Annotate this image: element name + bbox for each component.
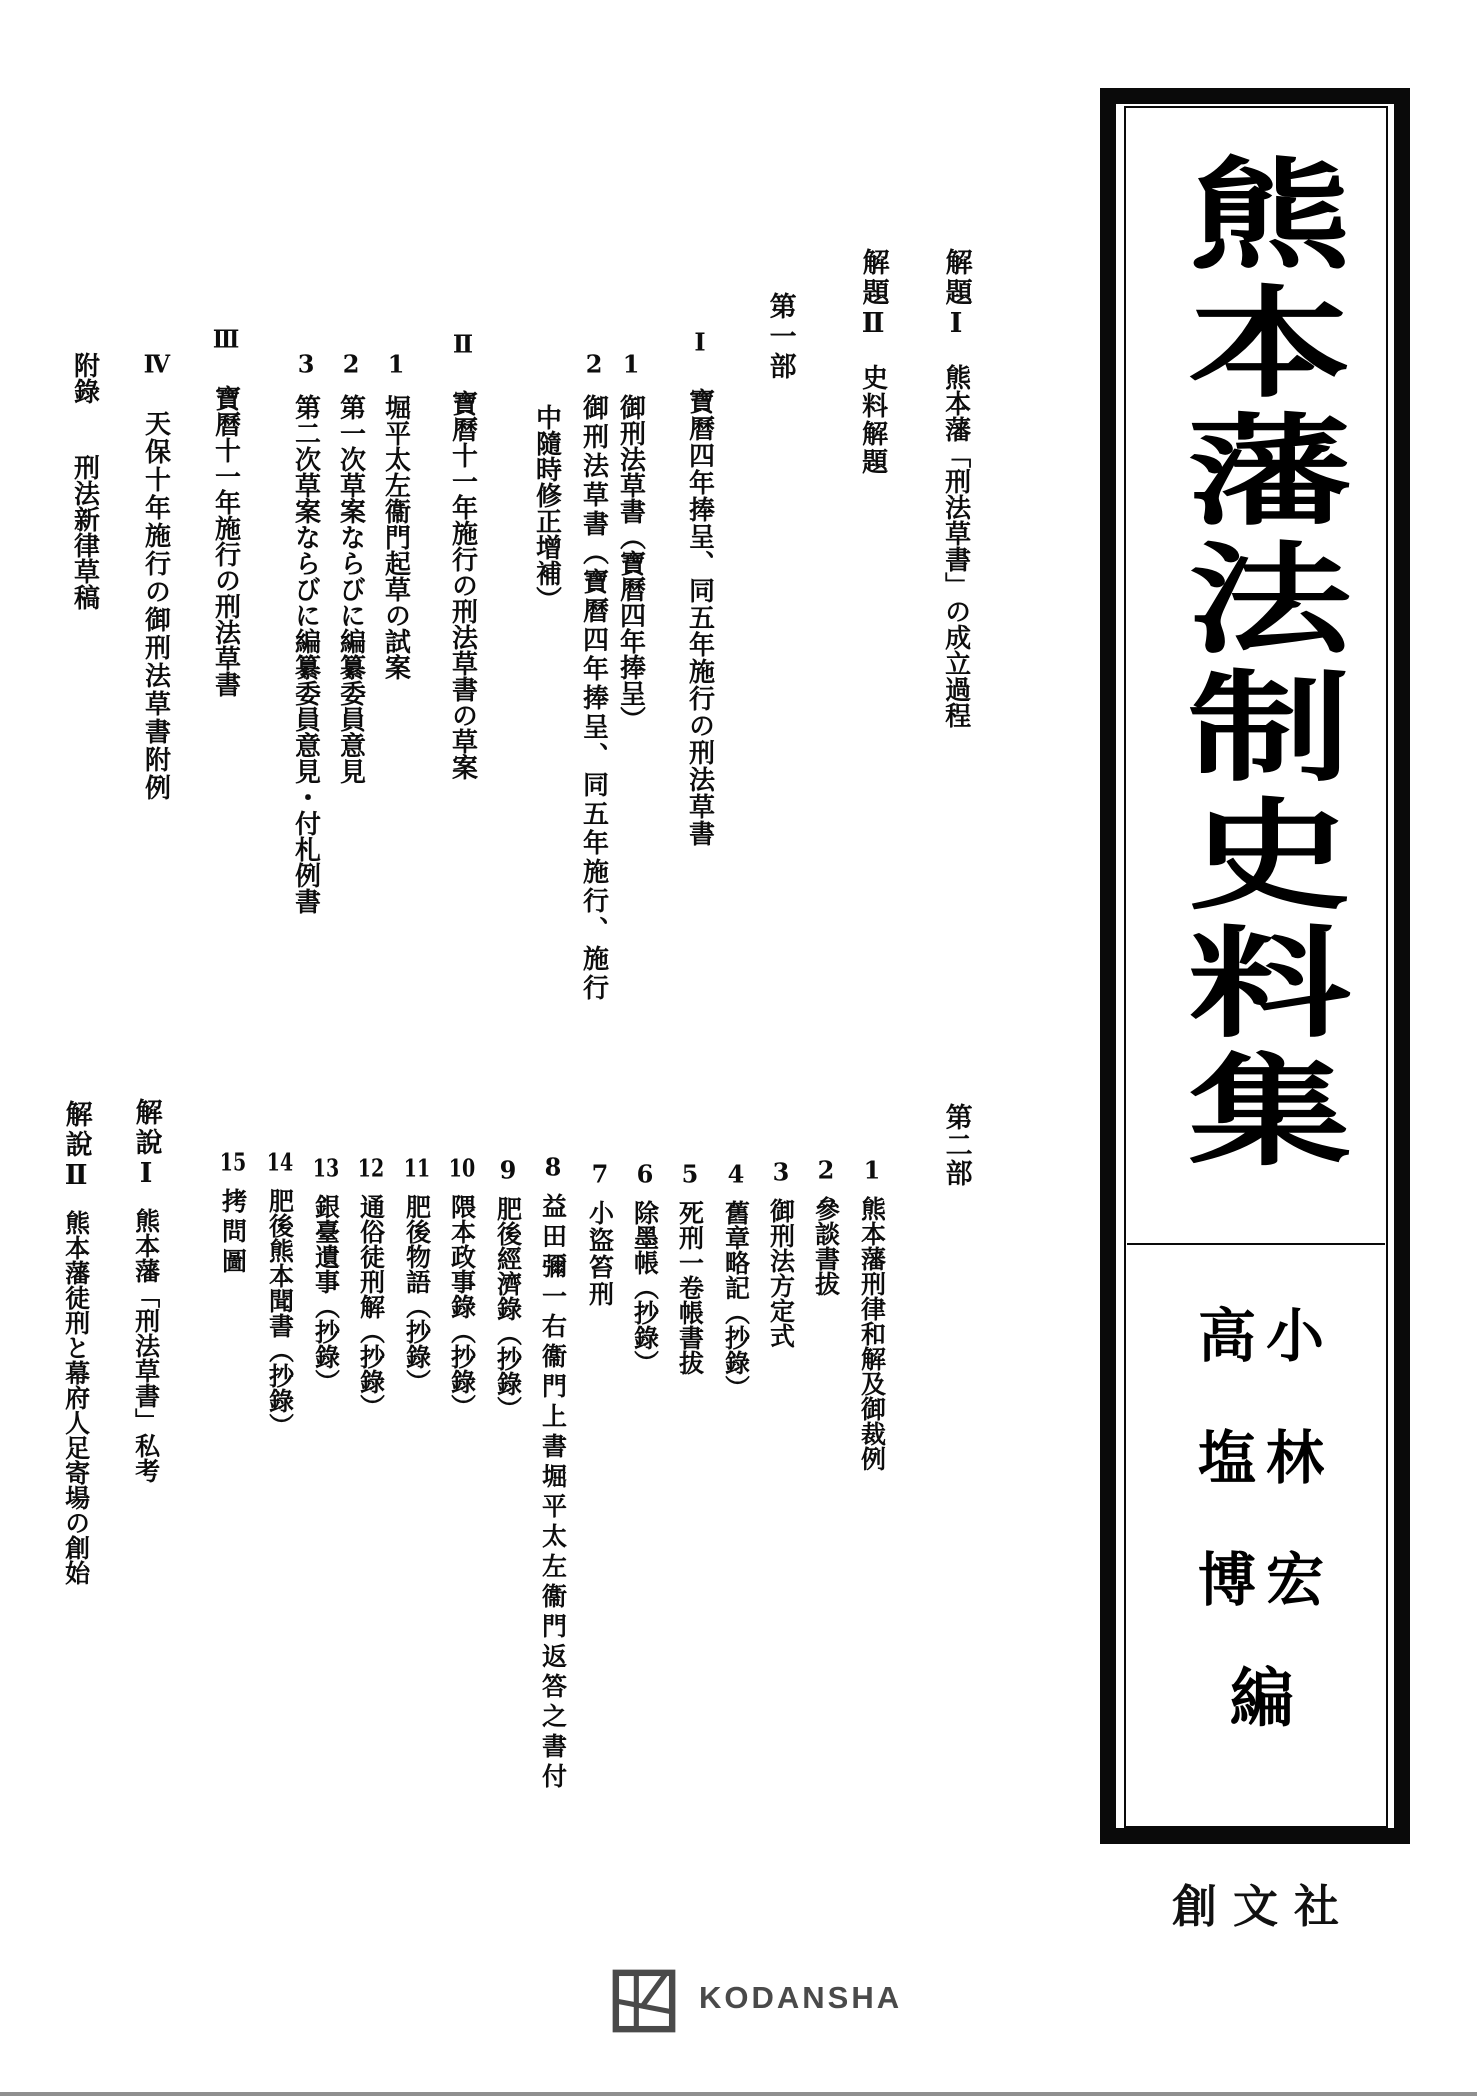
spacer [507,1182,508,1196]
toc-item-text: 隈本政事錄（抄錄） [447,1194,477,1419]
toc-item-number: 10 [448,1156,476,1180]
spacer [84,404,85,454]
toc-item-number: 4 [727,1162,745,1186]
book-title-text: 熊本藩法制史料集 [1160,152,1353,1176]
toc-item-continuation [532,404,560,612]
toc-item-number: 7 [591,1162,609,1186]
spacer [279,1174,280,1188]
toc-item-number: 1 [622,352,640,376]
toc-item-text: 舊章略記（抄錄） [721,1200,751,1400]
toc-item [219,1150,246,1278]
toc-item-text: 死刑一卷帳書拔 [675,1200,705,1375]
spacer [630,376,631,394]
spacer [395,376,396,394]
editor-name-left-text: 高塩博 [1188,1305,1256,1671]
toc-item-text: 御刑法草書（寶曆四年捧呈、同五年施行、施行 [578,394,609,1003]
toc-item [858,1158,885,1471]
toc-item-number: 3 [297,352,315,376]
toc-item [631,1162,658,1375]
toc-item [336,352,364,784]
toc-item [266,1150,293,1438]
editor-role-text: 編 [1218,1664,1294,1728]
toc-item-number: 3 [772,1160,790,1184]
spacer [871,1182,872,1196]
toc-kaidai-2-label: 解題Ⅱ [857,248,889,342]
toc-item [579,352,607,1003]
toc-item-number: 15 [219,1150,247,1174]
spacer [462,356,463,390]
toc-item [403,1156,430,1394]
toc-item [539,1155,566,1793]
toc-item [616,352,644,732]
toc-item-number: 1 [863,1158,881,1182]
toc-item-text: 益田彌一右衞門上書堀平太左衞門返答之書付 [538,1193,568,1793]
toc-item-text: 刑法新律草稿 [69,454,100,610]
toc-item [357,1156,384,1419]
kodansha-logo-text-value: KODANSHA [699,1980,903,2015]
toc-item [211,327,239,697]
toc-item-number: 11 [403,1156,431,1180]
toc-kaidai-1-text: 熊本藩「刑法草書」の成立過程 [940,364,971,728]
toc-item-text: 拷問圖 [218,1188,248,1278]
spacer [872,342,873,364]
editor-role [1218,1664,1294,1728]
toc-part2-header-text: 第二部 [940,1103,972,1187]
kodansha-logo-text [699,1980,902,2016]
toc-item-number: Ⅳ [143,352,171,376]
toc-kaisetsu-1-text: 熊本藩「刑法草書」私考 [131,1208,161,1483]
spacer [325,1180,326,1194]
toc-part1-header-text: 第一部 [764,292,796,382]
editor-name-left [1188,1305,1256,1671]
spacer [155,376,156,410]
toc-item-text: 肥後經濟錄（抄錄） [493,1196,523,1421]
toc-kaisetsu-1-label: 解說Ⅰ [130,1098,162,1192]
spacer [416,1180,417,1194]
book-title [1160,152,1353,1176]
spacer [145,1192,146,1208]
toc-part1-header [765,292,794,382]
toc-kaisetsu-2 [61,1100,90,1585]
toc-item [676,1162,703,1375]
toc-item-number: 12 [357,1156,385,1180]
toc-item [291,352,319,914]
toc-item [722,1162,749,1400]
editor-name-right-text: 小林宏 [1256,1305,1324,1671]
toc-item [812,1158,839,1296]
toc-kaidai-1 [941,248,970,728]
spacer [955,342,956,364]
kodansha-square-k-icon [612,1969,676,2033]
publisher-name-text: 創文社 [1172,1880,1356,1933]
spacer [689,1186,690,1200]
toc-item [494,1158,521,1421]
toc-item-text: 御刑法草書（寶曆四年捧呈） [615,394,646,732]
toc-item-label: 附錄 [69,352,100,404]
toc-item [381,352,409,680]
spacer [593,376,594,394]
toc-item-text: 寶曆十一年施行の刑法草書の草案 [447,390,478,780]
toc-item-number: 5 [681,1162,699,1186]
toc-item [448,1156,475,1419]
spacer [599,1186,600,1200]
toc-item [448,332,476,780]
toc-item-text: 熊本藩刑律和解及御裁例 [857,1196,887,1471]
toc-item-number: Ⅰ [694,330,706,354]
spacer [461,1180,462,1194]
spacer [644,1186,645,1200]
toc-item-text: 銀臺遺事（抄錄） [311,1194,341,1394]
toc-item-text: 第二次草案ならびに編纂委員意見・付札例書 [290,394,321,914]
spacer [75,1194,76,1210]
toc-item-number: 2 [817,1158,835,1182]
toc-item-number: Ⅲ [212,327,240,351]
spacer [825,1182,826,1196]
publisher-name [1172,1870,1355,1935]
spacer [350,376,351,394]
toc-item-number: 2 [585,352,603,376]
toc-item [767,1160,794,1348]
title-box-divider [1127,1243,1385,1245]
toc-kaidai-2-text: 史料解題 [857,364,888,476]
toc-item-number: 6 [636,1162,654,1186]
toc-item-number: 1 [387,352,405,376]
toc-item-number: 8 [544,1155,562,1179]
spacer [735,1186,736,1200]
spacer [699,354,700,388]
toc-kaidai-1-label: 解題Ⅰ [940,248,972,342]
editor-name-right [1256,1305,1324,1671]
toc-item-text: 肥後物語（抄錄） [402,1194,432,1394]
toc-item-furoku [70,352,98,610]
spacer [225,351,226,385]
toc-item-text: 中隨時修正增補） [531,404,562,612]
toc-item-text: 寶曆四年捧呈、同五年施行の刑法草書 [684,388,715,847]
toc-kaisetsu-2-text: 熊本藩徒刑と幕府人足寄場の創始 [61,1210,91,1585]
toc-item [141,352,169,802]
toc-item-number: 2 [342,352,360,376]
toc-item-number: 9 [499,1158,517,1182]
toc-kaidai-2 [858,248,887,476]
page-bottom-edge [0,2092,1477,2096]
toc-item-text: 第一次草案ならびに編纂委員意見 [335,394,366,784]
toc-kaisetsu-1 [131,1098,160,1483]
spacer [232,1174,233,1188]
toc-item-text: 寶曆十一年施行の刑法草書 [210,385,241,697]
toc-item [586,1162,613,1308]
toc-item-text: 御刑法方定式 [766,1198,796,1348]
spacer [552,1179,553,1193]
spacer [305,376,306,394]
toc-item-text: 肥後熊本聞書（抄錄） [265,1188,295,1438]
toc-item-text: 通俗徒刑解（抄錄） [356,1194,386,1419]
toc-item-text: 天保十年施行の御刑法草書附例 [140,410,171,802]
toc-item-number: 13 [312,1156,340,1180]
toc-item-number: Ⅱ [452,332,474,356]
toc-part2-header [941,1103,970,1187]
toc-item [312,1156,339,1394]
toc-item-text: 小盜笞刑 [585,1200,615,1308]
kodansha-logo-icon [612,1969,676,2033]
toc-item-text: 堀平太左衞門起草の試案 [380,394,411,680]
toc-item-number: 14 [266,1150,294,1174]
spacer [780,1184,781,1198]
spacer [370,1180,371,1194]
toc-item-text: 除墨帳（抄錄） [630,1200,660,1375]
toc-item [685,330,713,847]
toc-item-text: 參談書拔 [811,1196,841,1296]
toc-kaisetsu-2-label: 解說Ⅱ [60,1100,92,1194]
